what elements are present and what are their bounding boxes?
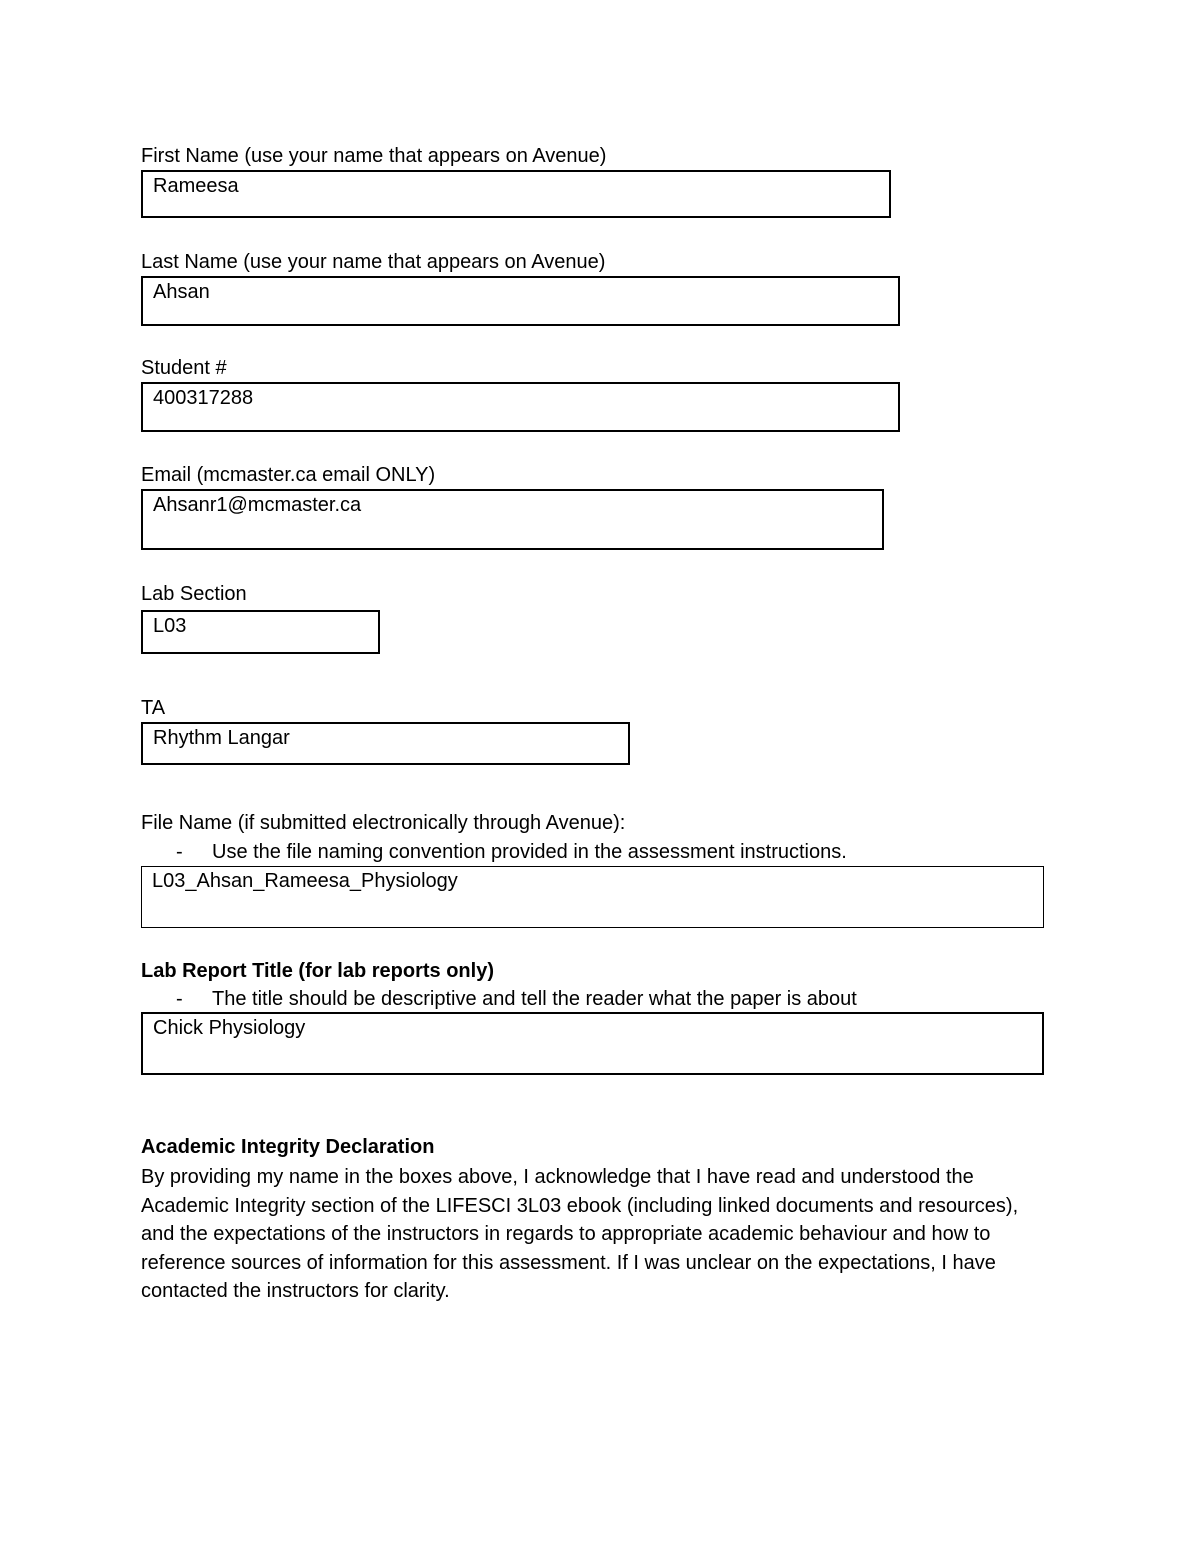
first-name-field[interactable] (141, 170, 891, 218)
student-number-label: Student # (141, 357, 227, 379)
file-name-value: L03_Ahsan_Rameesa_Physiology (152, 870, 458, 892)
file-name-label: File Name (if submitted electronically through Avenue): (141, 812, 626, 834)
student-number-field[interactable] (141, 382, 900, 432)
lab-section-label: Lab Section (141, 583, 247, 605)
report-title-label: Lab Report Title (for lab reports only) (141, 960, 494, 982)
email-field[interactable] (141, 489, 884, 550)
ta-label: TA (141, 697, 166, 719)
student-number-value: 400317288 (153, 387, 254, 409)
report-title-value: Chick Physiology (153, 1017, 306, 1039)
lab-section-value: L03 (153, 615, 187, 637)
ta-value: Rhythm Langar (153, 727, 290, 749)
file-name-field[interactable] (141, 866, 1044, 928)
file-name-instruction (176, 840, 847, 864)
email-label: Email (mcmaster.ca email ONLY) (141, 464, 436, 486)
ta-field[interactable] (141, 722, 630, 765)
report-title-instruction (176, 987, 857, 1011)
last-name-value: Ahsan (153, 281, 210, 303)
last-name-field[interactable] (141, 276, 900, 326)
first-name-value: Rameesa (153, 175, 239, 197)
email-value: Ahsanr1@mcmaster.ca (153, 494, 362, 516)
last-name-label: Last Name (use your name that appears on Avenue) (141, 251, 606, 273)
declaration-body: By providing my name in the boxes above, I acknowledge that I have read and understood the Academic Integrity section of the LIFESCI 3L03 ebook (including linked documents and resources), and the expectations of the instructors in regards to appropriate academic behaviour and how to reference sources of information for this assessment. If I was unclear on the expectations, I have contacted the instructors for clarity. (141, 1166, 1019, 1303)
report-title-instruction-text: The title should be descriptive and tell the reader what the paper is about (212, 988, 857, 1010)
declaration-title: Academic Integrity Declaration (141, 1136, 435, 1158)
first-name-label: First Name (use your name that appears on Avenue) (141, 145, 607, 167)
report-title-field[interactable] (141, 1012, 1044, 1075)
bullet-dash: - (176, 988, 183, 1010)
lab-section-field[interactable] (141, 610, 380, 654)
bullet-dash: - (176, 841, 183, 863)
file-name-instruction-text: Use the file naming convention provided in the assessment instructions. (212, 841, 847, 863)
